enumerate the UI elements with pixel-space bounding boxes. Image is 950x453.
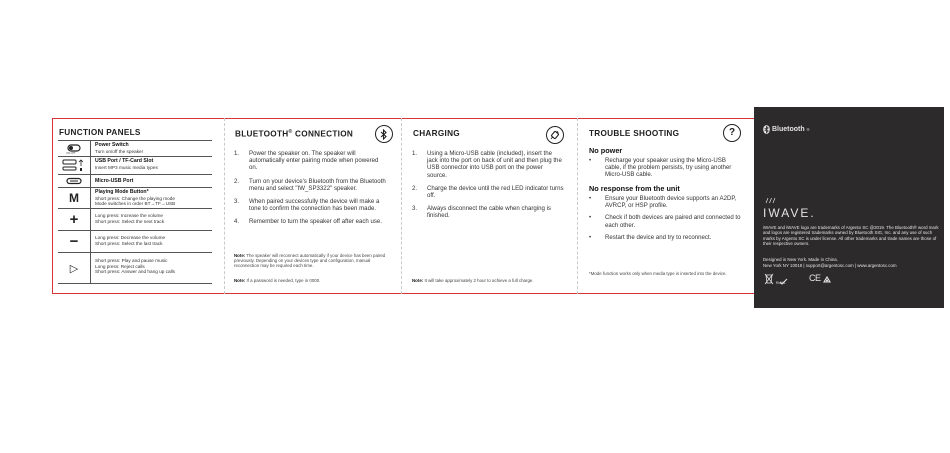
bluetooth-logo: Bluetooth ® [763, 125, 810, 134]
table-row: USB Port / TF-Card Slot Insert MP3 music media types [58, 156, 212, 174]
ce-mark: CE [809, 273, 821, 283]
power-switch-label: Power Switch [95, 142, 129, 148]
charging-note: Note: It will take approximately 2 hour to achieve a full charge. [412, 278, 534, 283]
mode-footnote: *Mode function works only when media type is inserted into the device. [589, 271, 727, 276]
no-power-heading: No power [589, 146, 623, 155]
list-item: • Restart the device and try to reconnect. [589, 233, 712, 241]
list-item: • Recharge your speaker using the Micro-USB cable, if the problem persists, try using another Micro-USB cable. [589, 157, 732, 179]
question-icon: ? [723, 124, 741, 142]
usb-tf-slot-icon [58, 157, 91, 174]
legal-text: iWAVE and iWAVE logo are trademarks of Argento SC @2019. The Bluetooth® word mark and logos are registered trademarks owned by Bluetooth SIG, Inc. and any use of such marks by Argento SC is under license. All other trademarks and trade names are those of their respective owners. [763, 225, 939, 246]
list-item: 4. Remember to turn the speaker off after each use. [234, 218, 383, 226]
designed-text: Designed in New York. Made in China. [763, 257, 838, 262]
list-item: 3. Always disconnect the cable when charging is finished. [412, 205, 551, 220]
power-switch-icon [58, 141, 91, 156]
weee-bin-icon [764, 272, 774, 290]
charging-title: CHARGING [413, 129, 460, 138]
list-item: 1. Power the speaker on. The speaker will automatically enter pairing mode when powered on. [234, 150, 379, 172]
charging-steps [412, 150, 564, 226]
function-panels-table [58, 140, 212, 284]
bluetooth-steps [234, 150, 386, 232]
bluetooth-logo-icon [763, 125, 770, 134]
rohs-label: RoHS [776, 281, 786, 285]
table-row: − Long press: Decrease the volume Short press: Select the last track [58, 230, 212, 252]
micro-usb-label: Micro-USB Port [95, 178, 134, 184]
usb-port-label: USB Port / TF-Card Slot [95, 158, 154, 164]
plus-icon: + [58, 209, 91, 230]
recycle-icon [822, 273, 832, 291]
list-item: 1. Using a Micro-USB cable (included), insert the jack into the port on back of unit and then plug the USB connector into USB port on the power source. [412, 150, 562, 179]
table-row [58, 174, 212, 187]
playing-mode-label: Playing Mode Button* [95, 189, 149, 195]
list-item: 3. When paired successfully the device will make a tone to confirm the connection has been made. [234, 198, 380, 213]
list-item: • Ensure your Bluetooth device supports an A2DP, AVRCP, or HSP profile. [589, 195, 737, 210]
plug-icon [546, 126, 564, 144]
back-panel [754, 107, 944, 308]
no-power-list [589, 157, 741, 184]
bluetooth-note-reconnect: Note: The speaker will reconnect automatically if your device has been paired previously. Depending on your devices type and configuration, manual reconnection may be required each time. [234, 253, 386, 269]
list-item: 2. Turn on your device's Bluetooth from the Bluetooth menu and select "IW_SP3322" speaker. [234, 177, 386, 192]
list-item: • Check if both devices are paired and connected to each other. [589, 214, 741, 229]
bluetooth-note-password: Note: If a password is needed, type in 0000. [234, 278, 321, 283]
minus-icon: − [58, 231, 91, 252]
brand-logo: IWAVE. [763, 206, 816, 220]
no-response-heading: No response from the unit [589, 184, 680, 193]
m-button-icon: M [58, 188, 91, 208]
table-row: ▷ Short press: Play and pause music Long press: Reject calls Short press: Answer and hang up calls [58, 252, 212, 284]
address-text: New York NY 10018 | support@argentosc.com | www.argentosc.com [763, 263, 897, 268]
troubleshooting-title: TROUBLE SHOOTING [589, 129, 680, 138]
table-row: ON OFF Power Switch Turn on/off the speaker [58, 140, 212, 156]
table-row: + Long press: Increase the volume Short press: Select the next track [58, 208, 212, 230]
list-item: 2. Charge the device until the red LED indicator turns off. [412, 184, 564, 200]
play-icon: ▷ [58, 253, 91, 283]
table-row: M Playing Mode Button* Short press: Change the playing mode Mode switches in order BT→TF→USB [58, 187, 212, 208]
bluetooth-icon [375, 125, 393, 143]
micro-usb-port-icon [58, 175, 91, 187]
no-response-list [589, 195, 744, 246]
svg-text:ON OFF: ON OFF [66, 151, 76, 154]
bluetooth-title: BLUETOOTH® CONNECTION [235, 129, 354, 139]
function-panels-title: FUNCTION PANELS [59, 128, 141, 137]
